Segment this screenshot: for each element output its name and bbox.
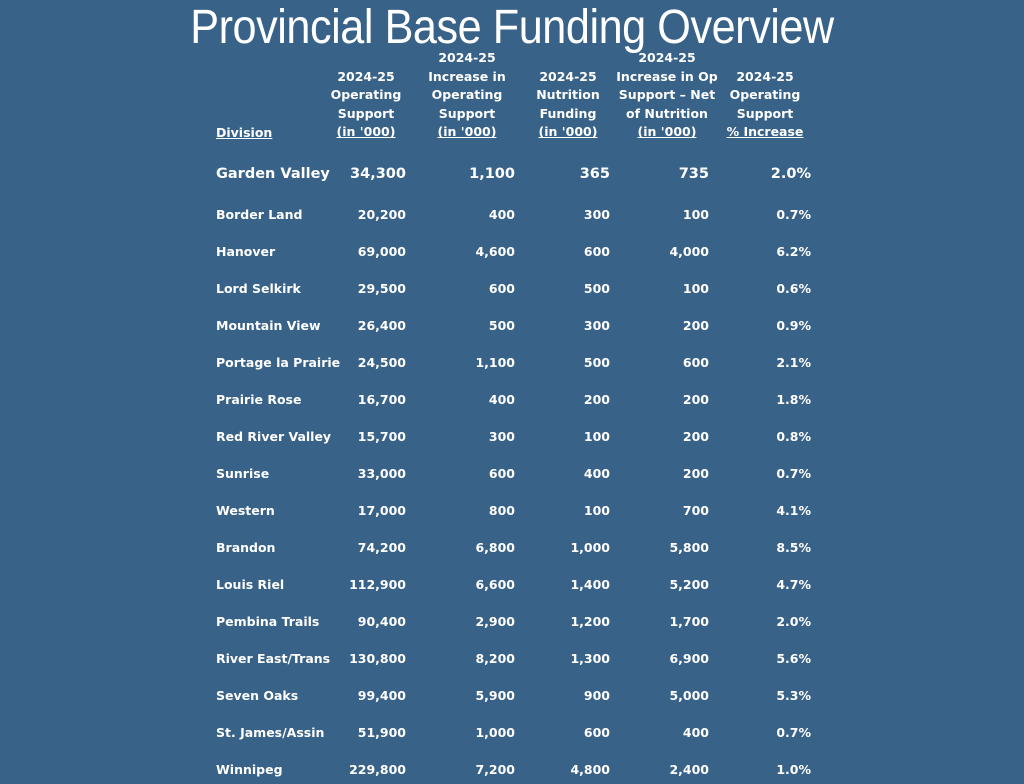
cell-division: Western — [216, 503, 275, 518]
cell-net-increase: 200 — [682, 466, 709, 481]
cell-net-increase: 100 — [682, 281, 709, 296]
cell-operating-support: 74,200 — [357, 540, 406, 555]
cell-division: Prairie Rose — [216, 392, 302, 407]
cell-increase: 600 — [488, 466, 515, 481]
cell-operating-support: 15,700 — [357, 429, 406, 444]
cell-percent-increase: 2.1% — [776, 355, 811, 370]
cell-operating-support: 26,400 — [357, 318, 406, 333]
cell-net-increase: 2,400 — [669, 762, 709, 777]
header-percent-increase: 2024-25 Operating Support % Increase — [726, 68, 804, 140]
header-operating-support: 2024-25 Operating Support (in '000) — [330, 68, 402, 140]
header-nutrition-funding: 2024-25 Nutrition Funding (in '000) — [536, 68, 600, 140]
cell-net-increase: 735 — [678, 166, 709, 182]
cell-net-increase: 400 — [682, 725, 709, 740]
cell-percent-increase: 2.0% — [776, 614, 811, 629]
cell-division: Portage la Prairie — [216, 355, 341, 370]
table-row — [0, 466, 1024, 488]
cell-net-increase: 200 — [682, 392, 709, 407]
cell-operating-support: 34,300 — [350, 166, 406, 182]
cell-increase: 1,100 — [469, 166, 515, 182]
cell-operating-support: 51,900 — [357, 725, 406, 740]
cell-nutrition: 300 — [583, 318, 610, 333]
cell-division: Brandon — [216, 540, 276, 555]
table-row — [0, 392, 1024, 414]
cell-net-increase: 5,000 — [669, 688, 709, 703]
table-row — [0, 166, 1024, 188]
table-row — [0, 651, 1024, 673]
cell-net-increase: 4,000 — [669, 244, 709, 259]
cell-operating-support: 29,500 — [357, 281, 406, 296]
cell-operating-support: 229,800 — [349, 762, 406, 777]
cell-net-increase: 100 — [682, 207, 709, 222]
cell-percent-increase: 0.7% — [776, 466, 811, 481]
table-row — [0, 244, 1024, 266]
cell-nutrition: 1,200 — [570, 614, 610, 629]
cell-division: Louis Riel — [216, 577, 285, 592]
cell-increase: 6,800 — [475, 540, 515, 555]
cell-increase: 600 — [488, 281, 515, 296]
cell-division: Sunrise — [216, 466, 270, 481]
cell-division: St. James/Assin — [216, 725, 325, 740]
table-row — [0, 503, 1024, 525]
table-row — [0, 207, 1024, 229]
table-row — [0, 762, 1024, 784]
cell-increase: 5,900 — [475, 688, 515, 703]
cell-increase: 1,000 — [475, 725, 515, 740]
cell-increase: 8,200 — [475, 651, 515, 666]
cell-percent-increase: 4.1% — [776, 503, 811, 518]
cell-increase: 7,200 — [475, 762, 515, 777]
cell-percent-increase: 1.0% — [776, 762, 811, 777]
cell-net-increase: 700 — [682, 503, 709, 518]
cell-nutrition: 200 — [583, 392, 610, 407]
cell-percent-increase: 0.6% — [776, 281, 811, 296]
cell-operating-support: 112,900 — [349, 577, 406, 592]
cell-operating-support: 90,400 — [357, 614, 406, 629]
cell-increase: 6,600 — [475, 577, 515, 592]
table-row — [0, 318, 1024, 340]
table-row — [0, 540, 1024, 562]
cell-percent-increase: 8.5% — [776, 540, 811, 555]
header-division: Division — [216, 125, 273, 140]
cell-nutrition: 600 — [583, 725, 610, 740]
cell-operating-support: 16,700 — [357, 392, 406, 407]
slide-title: Provincial Base Funding Overview — [190, 1, 834, 54]
cell-nutrition: 100 — [583, 503, 610, 518]
cell-percent-increase: 6.2% — [776, 244, 811, 259]
cell-increase: 300 — [488, 429, 515, 444]
cell-operating-support: 17,000 — [357, 503, 406, 518]
cell-net-increase: 200 — [682, 429, 709, 444]
cell-net-increase: 5,200 — [669, 577, 709, 592]
table-row — [0, 688, 1024, 710]
cell-percent-increase: 0.7% — [776, 725, 811, 740]
table-row — [0, 355, 1024, 377]
cell-division: River East/Trans — [216, 651, 331, 666]
cell-division: Lord Selkirk — [216, 281, 301, 296]
cell-percent-increase: 0.8% — [776, 429, 811, 444]
cell-division: Hanover — [216, 244, 276, 259]
cell-percent-increase: 2.0% — [770, 166, 811, 182]
cell-percent-increase: 4.7% — [776, 577, 811, 592]
cell-nutrition: 600 — [583, 244, 610, 259]
cell-division: Garden Valley — [216, 166, 330, 182]
cell-operating-support: 20,200 — [357, 207, 406, 222]
cell-percent-increase: 5.6% — [776, 651, 811, 666]
cell-increase: 400 — [488, 392, 515, 407]
cell-increase: 500 — [488, 318, 515, 333]
table-row — [0, 577, 1024, 599]
cell-division: Mountain View — [216, 318, 321, 333]
cell-percent-increase: 5.3% — [776, 688, 811, 703]
cell-net-increase: 5,800 — [669, 540, 709, 555]
header-increase-operating-support: 2024-25 Increase in Operating Support (in '000) — [428, 50, 506, 140]
cell-nutrition: 900 — [583, 688, 610, 703]
cell-nutrition: 100 — [583, 429, 610, 444]
cell-operating-support: 130,800 — [349, 651, 406, 666]
cell-nutrition: 500 — [583, 355, 610, 370]
cell-increase: 2,900 — [475, 614, 515, 629]
cell-percent-increase: 0.9% — [776, 318, 811, 333]
table-row — [0, 281, 1024, 303]
cell-operating-support: 99,400 — [357, 688, 406, 703]
header-net-increase: 2024-25 Increase in Op Support – Net of Nutrition (in '000) — [616, 50, 718, 140]
table-row — [0, 725, 1024, 747]
cell-operating-support: 69,000 — [357, 244, 406, 259]
cell-increase: 800 — [488, 503, 515, 518]
cell-net-increase: 1,700 — [669, 614, 709, 629]
cell-division: Seven Oaks — [216, 688, 299, 703]
cell-division: Winnipeg — [216, 762, 283, 777]
cell-nutrition: 4,800 — [570, 762, 610, 777]
cell-nutrition: 400 — [583, 466, 610, 481]
cell-nutrition: 365 — [579, 166, 610, 182]
table-row — [0, 614, 1024, 636]
cell-increase: 4,600 — [475, 244, 515, 259]
cell-increase: 1,100 — [475, 355, 515, 370]
table-row — [0, 429, 1024, 451]
cell-operating-support: 33,000 — [357, 466, 406, 481]
cell-percent-increase: 1.8% — [776, 392, 811, 407]
cell-division: Pembina Trails — [216, 614, 320, 629]
cell-increase: 400 — [488, 207, 515, 222]
cell-division: Red River Valley — [216, 429, 332, 444]
cell-net-increase: 600 — [682, 355, 709, 370]
cell-net-increase: 6,900 — [669, 651, 709, 666]
cell-percent-increase: 0.7% — [776, 207, 811, 222]
cell-nutrition: 1,400 — [570, 577, 610, 592]
cell-division: Border Land — [216, 207, 303, 222]
cell-operating-support: 24,500 — [357, 355, 406, 370]
cell-nutrition: 300 — [583, 207, 610, 222]
cell-nutrition: 500 — [583, 281, 610, 296]
cell-nutrition: 1,000 — [570, 540, 610, 555]
cell-net-increase: 200 — [682, 318, 709, 333]
cell-nutrition: 1,300 — [570, 651, 610, 666]
